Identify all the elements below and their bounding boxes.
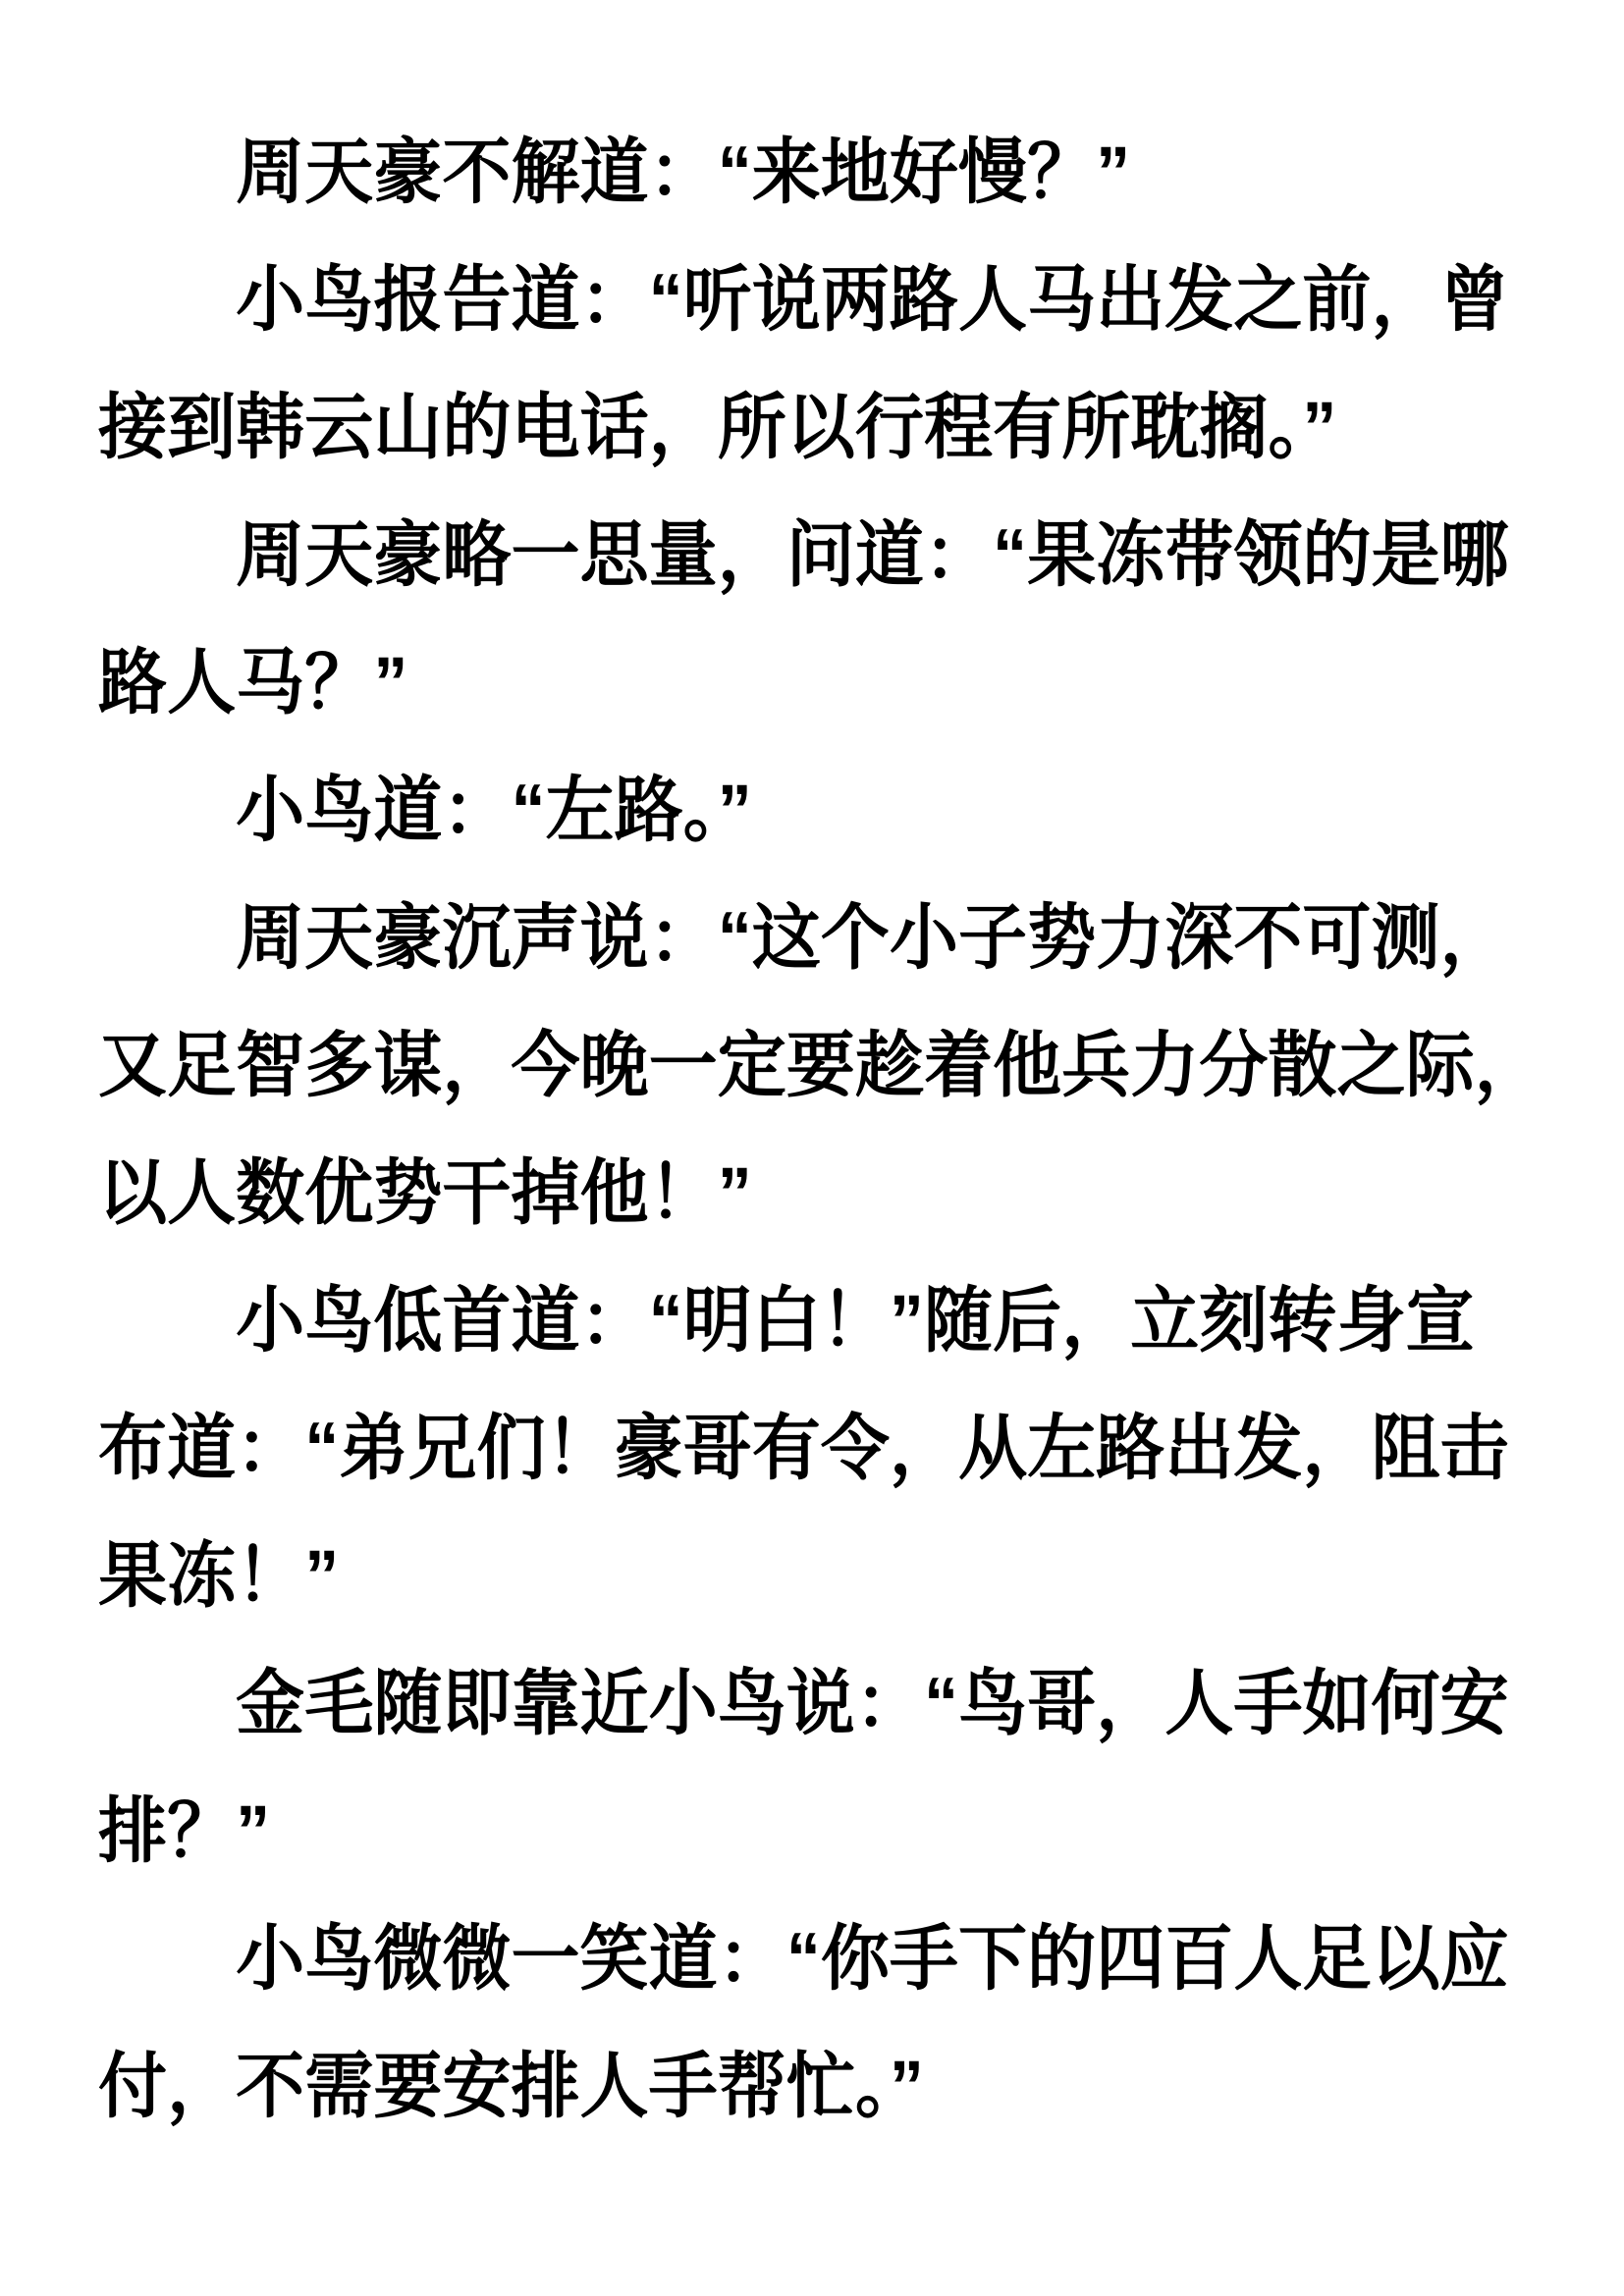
text-line: 小鸟低首道：“明白！”随后，立刻转身宣 [236, 1281, 1475, 1361]
text-line: 付，不需要安排人手帮忙。” [98, 2047, 924, 2126]
paragraph [98, 1640, 1532, 1896]
paragraph [98, 237, 1532, 492]
text-line: 周天豪略一思量，问道：“果冻带领的是哪 [236, 515, 1509, 595]
text-line: 周天豪不解道：“来地好慢？” [236, 133, 1131, 212]
text-line: 小鸟微微一笑道：“你手下的四百人足以应 [236, 1919, 1509, 1999]
paragraph [98, 492, 1532, 747]
text-block [98, 109, 1543, 2151]
text-line: 小鸟道：“左路。” [236, 771, 752, 850]
text-line: 布道：“弟兄们！豪哥有令，从左路出发，阻击 [98, 1409, 1509, 1488]
paragraph [98, 109, 1532, 237]
paragraph [98, 747, 1532, 875]
paragraph [98, 1896, 1532, 2151]
text-line: 以人数优势干掉他！” [98, 1153, 752, 1233]
text-line: 排？” [98, 1791, 271, 1871]
text-line: 果冻！” [98, 1536, 340, 1616]
paragraph [98, 875, 1543, 1257]
text-line: 小鸟报告道：“听说两路人马出发之前，曾 [236, 260, 1509, 340]
paragraph [98, 1257, 1532, 1640]
text-line: 路人马？” [98, 643, 408, 722]
text-line: 金毛随即靠近小鸟说：“鸟哥，人手如何安 [236, 1664, 1509, 1743]
text-line: 接到韩云山的电话，所以行程有所耽搁。” [98, 388, 1337, 467]
text-line: 又足智多谋，今晚一定要趁着他兵力分散之际， [98, 1026, 1543, 1105]
text-line: 周天豪沉声说：“这个小子势力深不可测， [236, 898, 1509, 978]
